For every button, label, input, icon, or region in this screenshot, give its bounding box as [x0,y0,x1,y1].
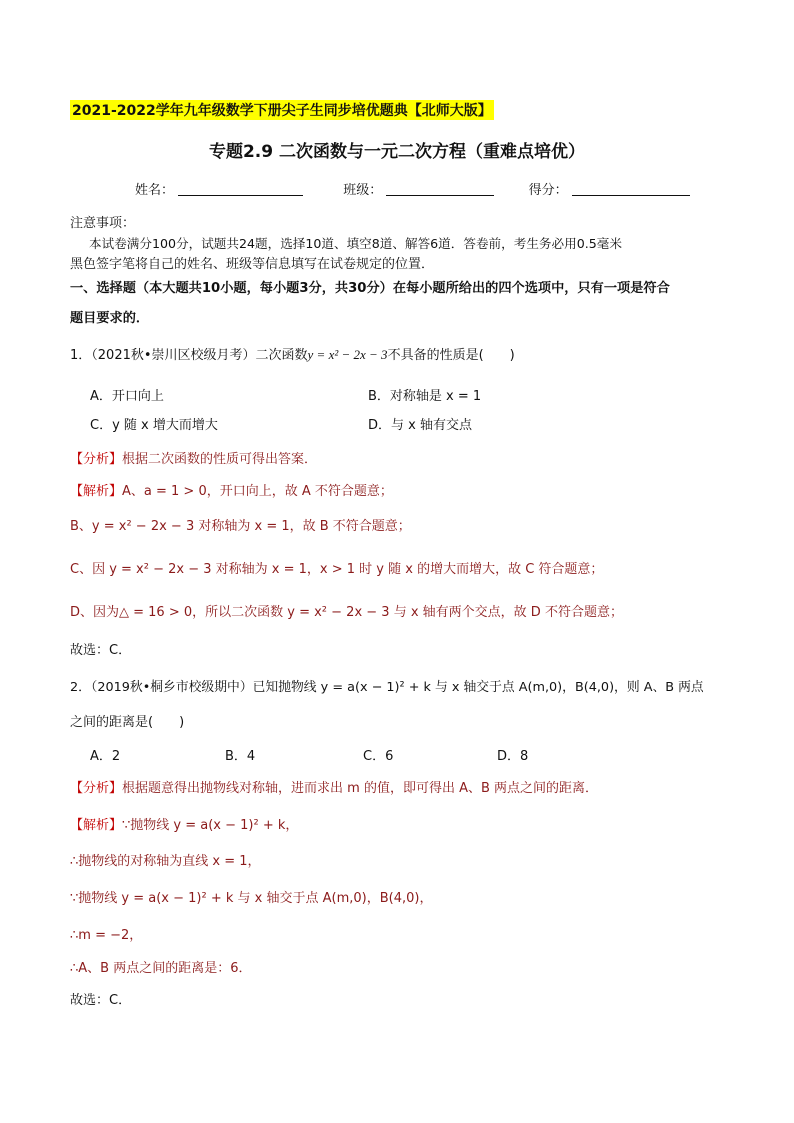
q1-option-a: A．开口向上 [90,389,164,404]
q1-answer: 故选：C． [70,643,132,658]
q2-answer: 故选：C． [70,993,132,1008]
q1-solution-4: D、因为△ = 16 > 0，所以二次函数 y = x² − 2x − 3 与 x 轴有两个交点，故 D 不符合题意； [70,605,623,620]
q2-solution-2: ∴抛物线的对称轴为直线 x = 1， [70,854,261,869]
q1-solution-3: C、因 y = x² − 2x − 3 对称轴为 x = 1，x > 1 时 y 随 x 的增大而增大，故 C 符合题意； [70,562,604,577]
info-fields [135,179,690,198]
name-label: 姓名： [135,183,175,198]
notice-title: 注意事项： [70,216,136,231]
q1-option-c: C．y 随 x 增大而增大 [90,418,218,433]
q2-solution-3: ∵抛物线 y = a(x − 1)² + k 与 x 轴交于点 A(m,0)，B(4,0)， [70,891,433,906]
section-heading: 一、选择题（本大题共10小题，每小题3分，共30分）在每小题所给出的四个选项中，只有一项是符合 [70,281,670,296]
q2-analysis: 【分析】根据题意得出抛物线对称轴，进而求出 m 的值，即可得出 A、B 两点之间的距离． [70,781,599,796]
score-blank[interactable] [572,195,690,196]
q2-stem-1: 2．（2019秋•桐乡市校级期中）已知抛物线 y = a(x − 1)² + k 与 x 轴交于点 A(m,0)，B(4,0)，则 A、B 两点 [70,680,704,695]
document-title: 专题2.9 二次函数与一元二次方程（重难点培优） [208,142,586,162]
q1-option-d: D．与 x 轴有交点 [368,418,472,433]
q1-stem: 1．（2021秋•崇川区校级月考）二次函数y = x² − 2x − 3不具备的性质是( ) [70,347,515,363]
q2-solution-5: ∴A、B 两点之间的距离是：6． [70,961,252,976]
analysis-tag: 【分析】 [70,452,123,467]
analysis-tag: 【分析】 [70,781,123,796]
q2-option-b: B．4 [225,749,256,764]
name-blank[interactable] [178,195,303,196]
section-heading-cont: 题目要求的． [70,311,150,326]
notice-line-1: 本试卷满分100分，试题共24题，选择10道、填空8道、解答6道．答卷前，考生务必用0.5毫米 [89,236,622,251]
q2-solution-1: 【解析】∵抛物线 y = a(x − 1)² + k， [70,818,299,833]
q2-solution-4: ∴m = −2， [70,928,143,943]
q1-solution-2: B、y = x² − 2x − 3 对称轴为 x = 1，故 B 不符合题意； [70,519,411,534]
solution-tag: 【解析】 [70,484,123,499]
solution-tag: 【解析】 [70,818,123,833]
q1-analysis: 【分析】根据二次函数的性质可得出答案． [70,452,318,467]
score-label: 得分： [528,183,568,198]
class-blank[interactable] [386,195,494,196]
q1-option-b: B．对称轴是 x = 1 [368,389,482,404]
q2-stem-2: 之间的距离是( ) [70,715,185,730]
series-title: 2021-2022学年九年级数学下册尖子生同步培优题典【北师大版】 [70,100,494,120]
q2-option-d: D．8 [497,749,529,764]
q1-solution-1: 【解析】A、a = 1 > 0，开口向上，故 A 不符合题意； [70,484,393,499]
q2-option-a: A．2 [90,749,121,764]
notice-line-2: 黑色签字笔将自己的姓名、班级等信息填写在试卷规定的位置． [70,257,435,272]
q2-option-c: C．6 [363,749,394,764]
class-label: 班级： [343,183,383,198]
